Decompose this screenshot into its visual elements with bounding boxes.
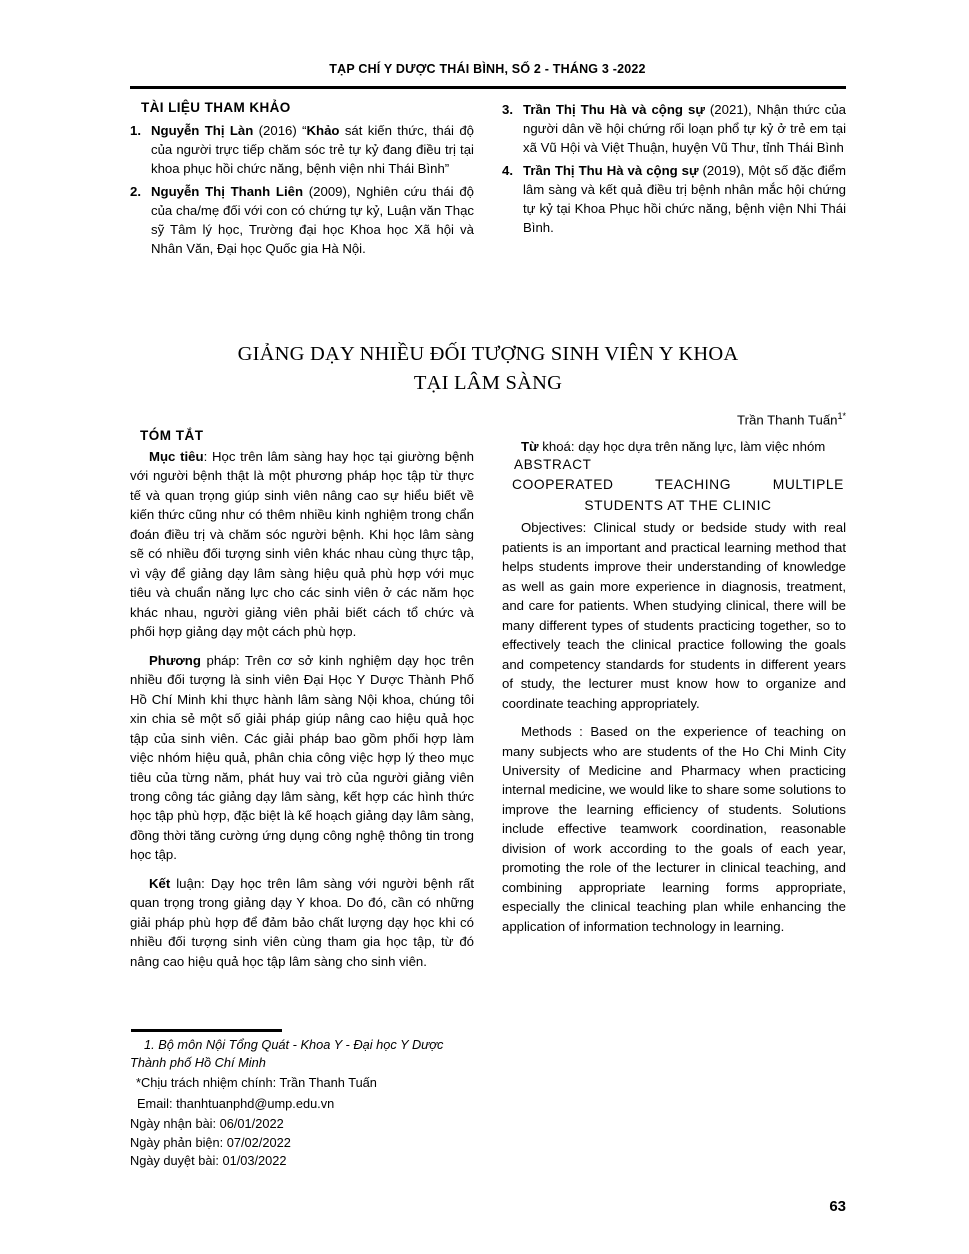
abstract-en-methods: [502, 722, 846, 936]
abstract-en-title: COOPERATED TEACHING MULTIPLE STUDENTS AT THE CLINIC: [512, 476, 844, 513]
reference-mid: (2016) “: [253, 123, 307, 138]
abstract-section: [130, 428, 846, 972]
footnote-divider: [131, 1029, 282, 1032]
author-affiliation-marker: 1*: [837, 411, 846, 421]
reference-item: [502, 100, 846, 157]
abstract-en-objectives: [502, 518, 846, 713]
reference-bold-word: Khảo: [306, 123, 340, 138]
header-divider: [130, 86, 846, 89]
reference-bold-word: cộng sự: [646, 163, 699, 178]
reference-list-right: [502, 100, 846, 237]
reference-item: [502, 161, 846, 237]
references-column-right: [502, 100, 846, 262]
reference-number: 1.: [130, 123, 141, 138]
label-methods: Methods: [521, 724, 572, 740]
reference-text: sát kiến thức, thái độ của người trực tiếp chăm sóc trẻ tự kỷ đang điều trị tại khoa phục hồi chức năng, bệnh viện nhi Thái Bình”: [151, 123, 475, 176]
reference-author: Trần Thị Thu Hà và: [523, 102, 652, 117]
reference-author: Nguyễn Thị Làn: [151, 123, 254, 138]
author-name: Trần Thanh Tuấn: [737, 412, 838, 428]
footnote-block: [130, 1036, 474, 1170]
reference-text: (2019), Một số đặc điểm lâm sàng và kết quả điều trị bệnh nhân mắc hội chứng tự kỷ tại Khoa Phục hồi chức năng, bệnh viện Nhi Thái Bình.: [523, 163, 846, 235]
abstract-vi-conclusion: [130, 874, 474, 971]
date-reviewed: Ngày phản biện: 07/02/2022: [130, 1134, 291, 1150]
label-objectives: Objectives: [521, 520, 583, 536]
references-heading: TÀI LIỆU THAM KHẢO: [141, 100, 291, 115]
abstract-vi-objective: [130, 447, 474, 642]
label-method: Phương: [149, 652, 201, 668]
abstract-en-heading: ABSTRACT: [514, 456, 592, 472]
article-title-line1: GIẢNG DẠY NHIỀU ĐỐI TƯỢNG SINH VIÊN Y KHOA: [237, 343, 739, 365]
footnote-affiliation: 1. Bộ môn Nội Tổng Quát - Khoa Y - Đại học Y Dược Thành phố Hồ Chí Minh: [130, 1037, 444, 1070]
method-text: pháp: Trên cơ sở kinh nghiệm dạy học trên nhiều đối tượng là sinh viên Đại Học Y Dược Thành Phố Hồ Chí Minh khi thực hành lâm sàng Nội khoa, chúng tôi xin chia sẻ một số giải pháp giúp nâng cao hiệu quả học tập của sinh viên. Các giải pháp bao gồm phối hợp làm việc nhóm hiệu quả, phân chia công việc hợp lý theo mục tiêu của từng năm, phát huy vai trò của người giảng viên trong công tác giảng dạy lâm sàng, kết hợp các hình thức học tập phù hợp, đặc biệt là kế hoạch giảng dạy lâm sàng, đồng thời tăng cường ứng dụng công nghệ thông tin trong học tập.: [130, 652, 474, 863]
references-section: [130, 100, 846, 262]
label-objective: Mục tiêu: [149, 449, 204, 464]
keywords-text: khoá: dạy học dựa trên năng lực, làm việc nhóm: [538, 439, 826, 454]
footnote-corresponding-author: *Chịu trách nhiệm chính: Trần Thanh Tuấn: [136, 1074, 377, 1090]
reference-bold-word: cộng sự: [651, 102, 705, 117]
label-conclusion: Kết: [149, 875, 171, 891]
reference-list-left: [130, 121, 474, 258]
objective-text: : Học trên lâm sàng hay học tại giường bệnh với người bệnh thật là một phương pháp học tập từ thực tế và quan trọng giúp sinh viên nâng cao sự hiểu biết về kiến thức cũng như có thêm nhiều kinh nghiệm trong chẩn đoán điều trị và chăm sóc người bệnh. Khi học lâm sàng sẽ có nhiều đối tượng sinh viên khác nhau cùng thực tập, vì vậy để giảng dạy lâm sàng hiệu quả phù hợp với mục tiêu và chuẩn năng lực cho các sinh viên ở các năm học khác nhau, người giảng viên phải biết cách tổ chức và phối hợp giảng dạy một cách phù hợp.: [130, 449, 475, 640]
keywords-vi: [502, 437, 846, 456]
abstract-vi-heading: TÓM TẮT: [140, 428, 204, 443]
references-column-left: [130, 100, 474, 262]
reference-item: [130, 182, 474, 258]
reference-author: Trần Thị Thu Hà và: [523, 163, 647, 178]
reference-number: 2.: [130, 184, 141, 199]
reference-text: (2009), Nghiên cứu thái độ của cha/mẹ đối với con có chứng tự kỷ, Luận văn Thạc sỹ Tâm lý học, Trường đại học Khoa học Xã hội và Nhân Văn, Đại học Quốc gia Hà Nội.: [151, 184, 474, 256]
article-title: [130, 340, 846, 398]
reference-author: Nguyễn Thị Thanh Liên: [151, 184, 304, 199]
date-approved: Ngày duyệt bài: 01/03/2022: [130, 1153, 287, 1169]
methods-text: : Based on the experience of teaching on many subjects who are students of the Ho Chi Minh City University of Medicine and Pharmacy when practicing internal medicine, we would like to share some solutions to improve the learning efficiency of students. Solutions include effective teamwork coordination, reasonable division of work according to the goals of each year, promoting the role of the lecturer in clinical teaching, and combining appropriate learning forms appropriate, especially the clinical teaching plan while enhancing the application of information technology in learning.: [502, 724, 846, 934]
running-head: TẠP CHÍ Y DƯỢC THÁI BÌNH, SỐ 2 - THÁNG 3 -2022: [329, 62, 646, 76]
conclusion-text-part: luận: Dạy học trên lâm sàng với người bệnh rất quan trọng trong giảng dạy Y khoa. Do đó, cần có những giải pháp phù hợp để đảm bảo chất lượng dạy học khi có nhiều đối tượng sinh viên cùng tham gia học tập, từ đó nâng cao hiệu quả học tập lâm sàng cho sinh viên.: [130, 875, 474, 969]
reference-number: 3.: [502, 102, 513, 117]
reference-number: 4.: [502, 163, 513, 178]
label-keywords: Từ: [521, 439, 539, 454]
date-received: Ngày nhận bài: 06/01/2022: [130, 1115, 284, 1131]
author-byline: [130, 411, 846, 427]
reference-item: [130, 121, 474, 178]
abstract-vi-method: [130, 651, 474, 865]
abstract-column-english: [502, 428, 846, 972]
footnote-dates: [130, 1115, 474, 1171]
page-number: 63: [829, 1198, 846, 1215]
article-title-line2: TẠI LÂM SÀNG: [413, 372, 563, 395]
reference-text: (2021), Nhận thức của người dân về hội chứng rối loạn phổ tự kỷ ở trẻ em tại xã Vũ Hội và Việt Thuận, huyện Vũ Thư, tỉnh Thái Bình: [523, 102, 846, 155]
footnote-email[interactable]: Email: thanhtuanphd@ump.edu.vn: [137, 1095, 335, 1111]
objectives-text: : Clinical study or bedside study with real patients is an important and practical learning method that helps students improve their understanding of knowledge as well as gain more experience in diagnosis, treatment, and care for patients. When studying clinical, there will be many different types of students practicing together, so to effectively teach the clinical practice following the goals and competency standards for students in different years of study, the lecturer must know how to organize and coordinate teaching appropriately.: [502, 520, 846, 711]
abstract-column-vietnamese: [130, 428, 474, 972]
